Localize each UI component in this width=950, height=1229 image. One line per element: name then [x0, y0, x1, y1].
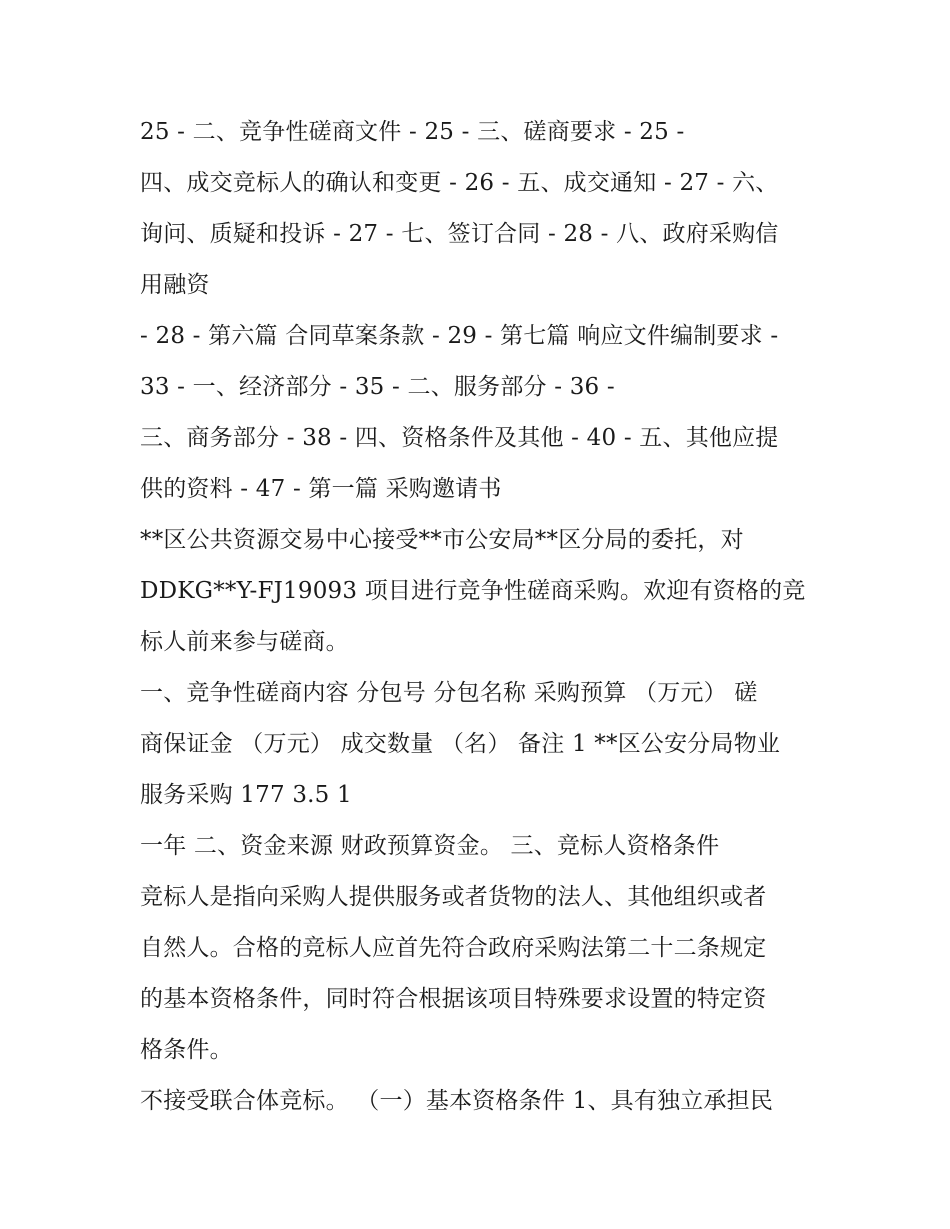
- text-line: 的基本资格条件，同时符合根据该项目特殊要求设置的特定资: [140, 986, 767, 1012]
- text-line: 询问、质疑和投诉 - 27 - 七、签订合同 - 28 - 八、政府采购信: [140, 221, 779, 247]
- document-body: [140, 107, 820, 1127]
- text-line: 供的资料 - 47 - 第一篇 采购邀请书: [140, 476, 502, 502]
- text-line: 四、成交竞标人的确认和变更 - 26 - 五、成交通知 - 27 - 六、: [140, 170, 779, 196]
- text-line: 服务采购 177 3.5 1: [140, 782, 352, 808]
- text-line: 商保证金 （万元） 成交数量 （名） 备注 1 **区公安分局物业: [140, 731, 781, 757]
- text-line: 自然人。合格的竞标人应首先符合政府采购法第二十二条规定: [140, 935, 767, 961]
- text-line: 格条件。: [140, 1037, 233, 1063]
- text-line: **区公共资源交易中心接受**市公安局**区分局的委托，对: [140, 527, 744, 553]
- text-line: 一、竞争性磋商内容 分包号 分包名称 采购预算 （万元） 磋: [140, 680, 758, 706]
- text-line: 33 - 一、经济部分 - 35 - 二、服务部分 - 36 -: [140, 374, 615, 400]
- text-line: DDKG**Y-FJ19093 项目进行竞争性磋商采购。欢迎有资格的竞: [140, 578, 806, 604]
- text-line: 不接受联合体竞标。 （一）基本资格条件 1、具有独立承担民: [140, 1088, 774, 1114]
- text-line: 标人前来参与磋商。: [140, 629, 349, 655]
- text-line: 用融资: [140, 272, 210, 298]
- text-line: 三、商务部分 - 38 - 四、资格条件及其他 - 40 - 五、其他应提: [140, 425, 779, 451]
- text-line: 竞标人是指向采购人提供服务或者货物的法人、其他组织或者: [140, 884, 767, 910]
- text-line: 25 - 二、竞争性磋商文件 - 25 - 三、磋商要求 - 25 -: [140, 119, 685, 145]
- text-line: 一年 二、资金来源 财政预算资金。 三、竞标人资格条件: [140, 833, 720, 859]
- text-line: - 28 - 第六篇 合同草案条款 - 29 - 第七篇 响应文件编制要求 -: [140, 323, 779, 349]
